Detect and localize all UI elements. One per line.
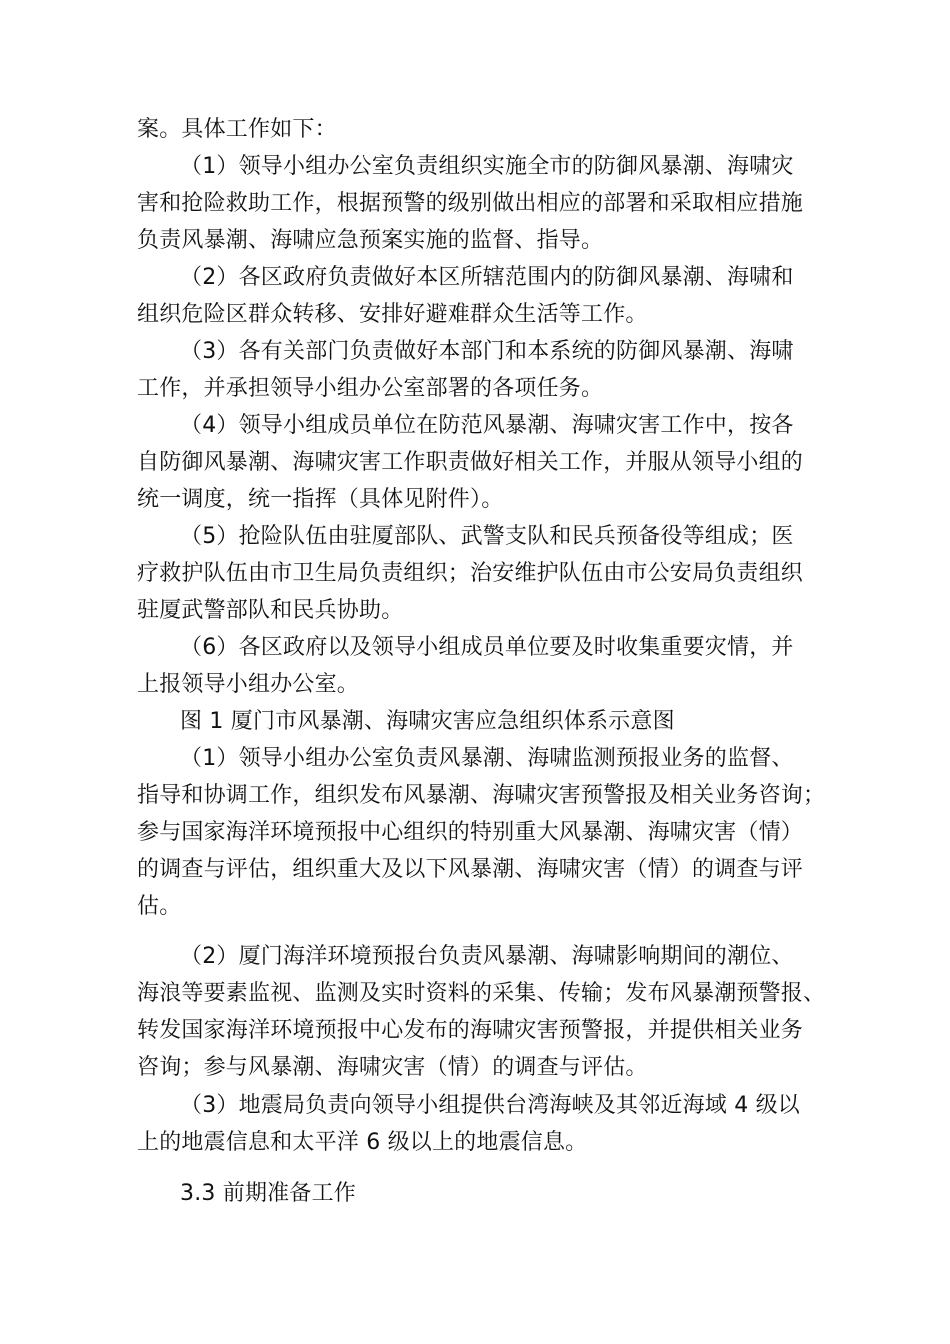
text-line bbox=[0, 481, 950, 519]
text-line bbox=[0, 222, 950, 260]
text-line bbox=[0, 1049, 950, 1087]
line-text: （1）领导小组办公室负责组织实施全市的防御风暴潮、海啸灾 bbox=[180, 154, 794, 179]
line-text: 3.3 前期准备工作 bbox=[180, 1181, 356, 1206]
line-text: 参与国家海洋环境预报中心组织的特别重大风暴潮、海啸灾害（情） bbox=[137, 820, 804, 845]
line-text: 自防御风暴潮、海啸灾害工作职责做好相关工作，并服从领导小组的 bbox=[137, 450, 804, 475]
line-text: 案。具体工作如下： bbox=[137, 117, 337, 142]
line-text: 咨询；参与风暴潮、海啸灾害（情）的调查与评估。 bbox=[137, 1055, 648, 1080]
text-line bbox=[0, 555, 950, 593]
line-text: （2）各区政府负责做好本区所辖范围内的防御风暴潮、海啸和 bbox=[180, 265, 794, 290]
text-line bbox=[0, 975, 950, 1013]
line-text: 估。 bbox=[137, 894, 182, 919]
text-line bbox=[0, 740, 950, 778]
text-line bbox=[0, 1124, 950, 1162]
line-text: （1）领导小组办公室负责风暴潮、海啸监测预报业务的监督、 bbox=[180, 746, 794, 771]
line-text: 害和抢险救助工作，根据预警的级别做出相应的部署和采取相应措施 bbox=[137, 191, 804, 216]
text-line bbox=[0, 888, 950, 926]
text-line bbox=[0, 148, 950, 186]
text-line bbox=[0, 777, 950, 815]
line-text: 指导和协调工作，组织发布风暴潮、海啸灾害预警报及相关业务咨询； bbox=[137, 783, 826, 808]
line-text: 上报领导小组办公室。 bbox=[137, 672, 360, 697]
text-line bbox=[0, 1012, 950, 1050]
text-line bbox=[0, 444, 950, 482]
line-text: 疗救护队伍由市卫生局负责组织；治安维护队伍由市公安局负责组织 bbox=[137, 561, 804, 586]
text-line bbox=[0, 851, 950, 889]
line-text: 组织危险区群众转移、安排好避难群众生活等工作。 bbox=[137, 302, 648, 327]
line-text: 上的地震信息和太平洋 6 级以上的地震信息。 bbox=[137, 1130, 588, 1155]
line-text: 驻厦武警部队和民兵协助。 bbox=[137, 598, 404, 623]
text-line bbox=[0, 333, 950, 371]
line-text: 统一调度，统一指挥（具体见附件）。 bbox=[137, 487, 504, 512]
line-text: （2）厦门海洋环境预报台负责风暴潮、海啸影响期间的潮位、 bbox=[180, 944, 794, 969]
text-line bbox=[0, 629, 950, 667]
text-line bbox=[0, 938, 950, 976]
text-line bbox=[0, 814, 950, 852]
line-text: （3）各有关部门负责做好本部门和本系统的防御风暴潮、海啸 bbox=[180, 339, 794, 364]
text-line bbox=[0, 592, 950, 630]
text-line bbox=[0, 259, 950, 297]
line-text: 转发国家海洋环境预报中心发布的海啸灾害预警报，并提供相关业务 bbox=[137, 1018, 804, 1043]
line-text: （6）各区政府以及领导小组成员单位要及时收集重要灾情，并 bbox=[180, 635, 794, 660]
text-line bbox=[0, 666, 950, 704]
text-line bbox=[0, 185, 950, 223]
figure-caption bbox=[0, 703, 950, 741]
line-text: 工作，并承担领导小组办公室部署的各项任务。 bbox=[137, 376, 604, 401]
line-text: （3）地震局负责向领导小组提供台湾海峡及其邻近海域 4 级以 bbox=[180, 1093, 800, 1118]
section-heading bbox=[0, 1175, 950, 1213]
line-text: 负责风暴潮、海啸应急预案实施的监督、指导。 bbox=[137, 228, 604, 253]
text-line bbox=[0, 296, 950, 334]
line-text: （4）领导小组成员单位在防范风暴潮、海啸灾害工作中，按各 bbox=[180, 413, 794, 438]
text-line bbox=[0, 1087, 950, 1125]
text-line bbox=[0, 407, 950, 445]
text-line bbox=[0, 370, 950, 408]
text-line bbox=[0, 111, 950, 149]
line-text: 海浪等要素监视、监测及实时资料的采集、传输；发布风暴潮预警报、 bbox=[137, 981, 826, 1006]
line-text: （5）抢险队伍由驻厦部队、武警支队和民兵预备役等组成；医 bbox=[180, 524, 794, 549]
text-line bbox=[0, 518, 950, 556]
line-text: 的调查与评估，组织重大及以下风暴潮、海啸灾害（情）的调查与评 bbox=[137, 857, 804, 882]
line-text: 图 1 厦门市风暴潮、海啸灾害应急组织体系示意图 bbox=[180, 709, 675, 734]
